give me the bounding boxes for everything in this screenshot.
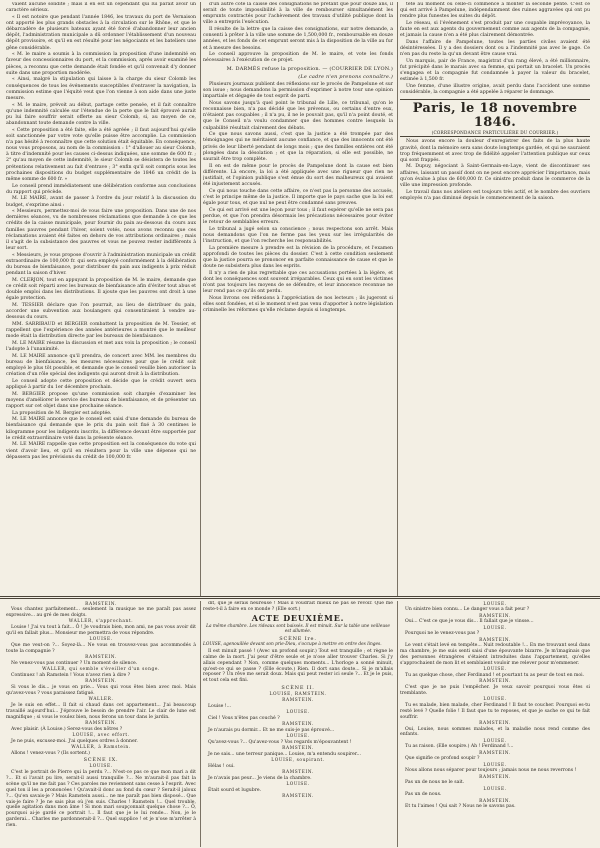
column-rule [200,601,201,847]
article-paragraph: La première mesure à prendre est la révision de la procédure, et l'examen approfondi de toutes les pièces du dossier. C'est à cette condition seulement que la justice pourra se prononcer en parfaite connaissance de cause et que le doute ne subsistera plus dans les esprits. [203,245,393,269]
speaker-name: RAMSTEIN. [479,774,511,780]
feuilleton-column-1 [6,601,196,847]
dialogue-line: Était sourd et lugubre. [208,787,262,793]
speaker-name: RAMSTEIN. [479,798,511,804]
article-paragraph: « M. le maire, prévoit au début, partage cette pensée, et il fait connaître qu'une indemnité calculée sur l'étendue de la perte que le fait éprouvé aurait pu lui faire souffrir serait offerte au sieur Colomb, si, au moyen de ce, abandonnant toute demande contre la ville. [6,102,196,126]
stage-setting: La même chambre. Les rideaux sont baissés. Il est minuit. Sur la table une veilleuse est allumée. [206,623,390,635]
article-paragraph: M. BERGIER propose qu'une commission soit chargée d'examiner les moyens d'améliorer le service des bureaux de bienfaisance, et de présenter un rapport sur cet objet dans une prochaine séance. [6,391,196,409]
article-paragraph: Nous savons jusqu'à quel point le tribunal de Lille, ce tribunal, qu'on le reconnaisse bien, n'a pas décidé que les prévenus, ou certains d'entre eux, n'étaient pas coupables ; il n'a pu, il ne le pouvait pas, qu'il n'a point douté, et que le Conseil n'a voulu condamner que des hommes contre lesquels la culpabilité résultait clairement des débats. [203,100,393,131]
column-rule [397,2,398,596]
scene-heading: SCÈNE II. [281,685,315,692]
scene-heading: SCÈNE Ire. [279,635,317,642]
article-paragraph: Le réseau, si l'événement s'est produit par une coupable imprévoyance, la faute en est aux agents du gouvernement comme aux agents de la compagnie, et jamais la cause n'en a été plus clairement démontrée. [400,20,590,39]
speaker-name: LOUISE. [89,637,113,643]
article-paragraph: Il résulte de la lettre que la caisse des consignations, sur notre demande, a consenti à prêter à la ville une somme de 1,500,000 fr., remboursable en douze années, et les fonds de cet emprunt seront mis à la disposition de la ville au fur et à mesure des besoins. [203,27,393,51]
dialogue-line: Il est minuit passé ! (Avec un profond soupir.) Tout est tranquille ; et règne le calme de la mort. J'ai peur d'être seule et je n'ose aller trouver Charles. Si j'y allais cependant ? Non, comme quelques moments... L'horloge a sonné minuit, qu'est-ce qui se passe ? (Elle écoute.) Rien. Il dort sans doute... Si je m'allais reposer ? Un rêve me serait doux. Mais qui peut rester ici seule ?... Et je le puis, et tout cela est fini. [203,648,393,684]
speaker-name: LOUISE. [286,710,310,716]
dialogue-line: Avec plaisir. (À Louise.) Serez-vous des nôtres ? [11,726,123,732]
speaker-name: RAMSTEIN. [282,722,314,728]
speaker-name: WALLER, s'approchant. [68,619,134,625]
article-paragraph: Il n'y a rien de plus regrettable que ces accusations portées à la légère, et dont les conséquences sont souvent irréparables. Ceux qui en sont les victimes n'ont pas toujours les moyens de se défendre, et leur innocence reconnue ne leur rend pas ce qu'ils ont perdu. [203,270,393,295]
speaker-name: WALLER, qui semble s'éveiller d'un songe. [42,667,160,673]
speaker-name: RAMSTEIN. [85,655,117,661]
dialogue-line: Un sinistre bien connu... Le danger vous a fait peur ? [405,607,530,613]
article-paragraph: « Ainsi, malgré la stipulation qui laisse à la charge du sieur Colomb les conséquences de tous les événements susceptibles d'entraver la navigation, la commission estime que l'équité veut que l'on vienne à son aide dans une juste mesure. [6,77,196,101]
speaker-name: LOUISE, RAMSTEIN. [269,692,327,698]
dialogue-line: Ne venez-vous pas continuer ? Un moment de silence. [11,660,138,666]
speaker-name: LOUISE. [483,762,507,768]
feuilleton-divider [0,598,600,599]
speaker-name: RAMSTEIN. [282,770,314,776]
article-paragraph: « Cette proposition a été faite, elle a été agréée ; il faut aujourd'hui qu'elle soit sanctionnée par votre vote qu'elle puisse être accomplie. La commission n'a pas hésité à reconnaître que cette solution était équitable. En conséquence, nous vous proposons, au nom de la commission : 1° d'allouer au sieur Colomb, à titre d'indemnité pour les causes ci-dessus indiquées, une somme de 600 fr. ; 2° qu'au moyen de cette indemnité, le sieur Colomb se désistera de toutes les prétentions relativement au fait d'entrave ; 3° enfin qu'il soit compris sous les prochaines dispositions du budget supplémentaire de 1846 un crédit de la même somme de 600 fr. » [6,127,196,182]
dialogue-line: Qu'avez-vous ?... Qu'avez-vous ? Vos regards m'épouvantent ! [208,739,352,745]
news-column-1 [6,2,196,596]
dialogue-line: Tu es malade, bien malade, cher Ferdinand ! Il faut te coucher. Pourquoi es-tu resté levé ? Quelle folie ! Il faut que tu te reposes, et que je sache ce qui te fait souffrir. [400,702,590,720]
article-paragraph: M. LE MAIRE, avant de passer à l'ordre du jour relatif à la discussion du budget, s'exprime ainsi : [6,196,196,208]
dialogue-line: Allons ! venez-vous ? (Ils sortent.) [11,750,90,756]
news-section [6,2,594,596]
article-paragraph: M. LE MAIRE annonce qu'il prendra, de concert avec MM. les membres du bureau de bienfaisance, les mesures nécessaires pour que le crédit soit employé le plus tôt possible, et demande que le conseil veuille bien autoriser la création d'un rôle spécial des indigents qui auront droit à la distribution. [6,353,196,378]
speaker-name: LOUISE. [286,782,310,788]
dialogue-line: Pas un de nous ne le sait. [405,780,465,786]
dialogue-line: C'est que je ne puis l'empêcher. Je veux savoir pourquoi vous êtes si tremblante. [400,684,590,696]
speaker-name: LOUISE, soupirant. [271,758,325,764]
dialogue-line: Nous allons nous séparer pour toujours ; jamais nous ne nous reverrons ! [405,768,577,774]
speaker-name: RAMSTEIN. [479,720,511,726]
speaker-name: LOUISE. [483,667,507,673]
speaker-name: RAMSTEIN. [85,679,117,685]
dialogue-line: Et tu l'aimes ! Qui sait ? Nous ne le savons pas. [405,804,516,810]
article-paragraph: Il en est de même pour le procès de Pampelune dont la cause est bien différente. Là encore, la loi a été appliquée avec une rigueur que rien ne justifiait, et l'opinion publique s'est émue du sort des malheureux qui avaient été injustement accusés. [203,163,393,187]
speaker-name: LOUISE. [483,625,507,631]
speaker-name: RAMSTEIN. [479,637,511,643]
dateline-subtitle: (CORRESPONDANCE PARTICULIÈRE DU COURRIER.) [431,130,559,136]
speaker-name: WALLER, à Ramstein. [71,744,131,750]
speaker-name: RAMSTEIN. [282,746,314,752]
article-note: (Le cadre n'en prenons connaître.) [298,73,393,80]
article-paragraph: M. LE MAIRE rappelle que cette proposition est la conséquence du vote qui vient d'avoir lieu, et qu'il en résultera pour la ville une dépense qui ne dépassera pas les prévisions du crédit de 100,000 fr. [6,442,196,460]
article-paragraph: Ce qui nous touche dans cette affaire, ce n'est pas la personne des accusés, c'est le principe même de la justice. Il importe que le pays sache que la loi est égale pour tous, et que nul ne peut être condamné sans preuves. [203,188,393,206]
dialogue-line: Je n'avais pas peur... Je viens de la chambre. [208,775,312,781]
article-paragraph: vaient aucune solidité ; mais il en est un cependant qui lui parait avoir un caractère sérieux. [6,2,196,14]
dialogue-line: Oui... C'est ce que je vous dis... Il fallait que je vinsse... [405,619,534,625]
dialogue-line: Hélas ! oui. [208,763,235,769]
article-paragraph: « Il est notoire que pendant l'année 1846, les travaux du port de Vernaison ont apporté les plus grands obstacles à la circulation sur le Rhône, et que le débarcadère de plusieurs bateaux ayant été forcé d'abandonner leur ancien dépôt, l'administration municipale a dû ordonner l'établissement d'un nouveau dépôt provisoire, et qu'il en est résulté pour les négociants et les bateliers une gêne considérable. [6,14,196,51]
dialogue-line: Je ne sais... une terreur panique... Louise, m'a entendu soupirer... [208,751,361,757]
dialogue-line: Oui, Louise, nous sommes malades, et la maladie nous rend comme des enfants. [400,726,590,738]
dialogue-line: Ciel ! Vous n'êtes pas couché ? [208,715,280,721]
speaker-name: LOUISE. [483,697,507,703]
speaker-name: LOUISE. [483,738,507,744]
article-paragraph: Dans l'affaire de Pampelune, toutes les parties civiles avaient été désintéressées. Il y a des dossiers dont ou a l'indemnité pas avec le gage. Ce n'en pas du reste la qu'un devant être cause vrai. [400,39,590,58]
article-paragraph: Nous livrons ces réflexions à l'appréciation de nos lecteurs ; ils jugeront si elles sont fondées, et si le moment n'est pas venu d'apporter à notre législation criminelle les réformes qu'elle réclame depuis si longtemps. [203,295,393,314]
article-paragraph: Le travail dans nos ateliers est toujours très actif, et le nombre des ouvriers employés n'a pas diminué depuis le commencement de la saison. [400,189,590,201]
article-paragraph: d'un autre côté la caisse des consignations ne prêtant que pour douze ans, il serait de toute impossibilité à la ville de rembourser simultanément les emprunts contractés pour l'achèvement des travaux d'utilité publique dont la ville a entrepris l'exécution. [203,2,393,26]
article-paragraph: La proposition de M. Bergier est adoptée. [12,410,112,416]
feuilleton-section [6,601,594,848]
speaker-name: LOUISE. [483,601,507,607]
speaker-name: LOUISE. [483,786,507,792]
speaker-name: RAMSTEIN. [85,720,117,726]
dialogue-line: Tu as raison. (Elle soupire.) Ah ! Ferdinand !... [405,744,514,750]
dialogue-line: Que me veut-on ?... Soyez-là... Ne vous en trouvez-vous pas accommodés à toute la compagnie ? [6,642,196,654]
article-paragraph: Le tribunal a jugé selon sa conscience ; nous respectons son arrêt. Mais nous demandons que l'on ne ferme pas les yeux sur les irrégularités de l'instruction, et que l'on recherche les responsabilités. [203,226,393,244]
article-paragraph: Plusieurs journaux publient des réflexions sur le procès de Pampelune et sur son issue ; nous demandons la permission d'exprimer à notre tour une opinion impartiale et dégagée de tout esprit de parti. [203,81,393,100]
act-heading: ACTE DEUXIÈME. [251,612,345,623]
column-rule [200,2,201,596]
news-column-2 [203,2,393,596]
speaker-name: LOUISE. [286,734,310,740]
dialogue-line: Que signifie ce profond soupir ? [405,756,480,762]
article-paragraph: Le conseil prend immédiatement une délibération conforme aux conclusions du rapport qui précède. [6,183,196,195]
article-paragraph: Nous avons encore la douleur d'enregistrer des faits de la plus haute gravité, dont la mémoire sera sans doute longtemps gardée, et qui ne sauraient trop fréquemment et avec trop de fidélité appeler l'attention publique sur ceux qui sont frappés. [400,139,590,163]
speaker-name: WALLER. [88,697,114,703]
dialogue-line: Vous chantez parfaitement... seulement la musique ne me paraît pas assez expressive... au gré de mes doigts. [6,607,196,618]
article-paragraph: MM. SARRIBAUD et BERGIER combattent la proposition de M. Tessier, et rappellent que l'expérience des années antérieures a montré que le meilleur mode était la distribution directe par les bureaux de bienfaisance. [6,321,196,340]
news-column-3 [400,2,590,596]
stage-direction: LOUISE, agenouillée devant son prie-Dieu, s'occupe à mettre en ordre des linges. [203,642,382,648]
speaker-name: LOUISE. [89,764,113,770]
article-paragraph: « Messieurs, permettez-moi de vous faire une proposition. Dans une de nos dernières séances, vu de nombreuses réclamations que demande à ce que les crédits de la caisse municipale, pour fournir du pain au-dessous du cours aux familles pauvres pendant l'hiver, soient votés, nous avons reconnu que ces réclamations avaient été faites en dehors de vos attributions ordinaires ; mais il s'agit de la subsistance des pauvres et vous ne pouvez rester indifférents à leur sort. [6,209,196,252]
speaker-name: RAMSTEIN. [85,601,117,607]
speaker-name: RAMSTEIN. [479,613,511,619]
article-paragraph: Le conseil adopte cette proposition et décide que le crédit ouvert sera appliqué à partir du 1er décembre prochain. [6,378,196,391]
dialogue-line: Continuez ! ah Ramstein ! Vous n'avez rien à dire ? [11,672,131,678]
article-paragraph: M. LE MAIRE résume la discussion et met aux voix la proposition ; le conseil l'adopte à l'unanimité. [6,340,196,353]
article-paragraph: Le conseil approuve la proposition de M. le maire, et vote les fonds nécessaires à l'exécution de ce projet. [203,52,393,64]
article-paragraph: M. TESSIER déclare que l'on pourrait, au lieu de distribuer du pain, accorder une subvention aux boulangers qui consentiraient à vendre au-dessous du cours. [6,303,196,321]
dialogue-line: C'est le portrait de Pierre qui la perdu ?... N'est-ce pas ce que mon mari a dit ?... Et si l'avait pu lire, serait-il aussi tranquille ?... Ne m'aurait-il pas fait la scène qu'il ne me fait pas ? Ces paroles me reviennent sans cesse à l'esprit. Avec quel ton il les a prononcées ! Qu'avait-il donc au fond du cœur ? Serait-il jaloux ?... Qu'en savais-je ? Mais Ramstein aussi... ne me paraît pas bien disposé... Que vais-je faire ? Je ne sais plus où j'en suis. Charles ! Ramstein !... Quel trouble, quelle agitation dans mon âme ! Si mon mari soupçonnait quelque chose ?... Ô, pourquoi ai-je gardé ce portrait !... Il faut que je le lui rende... Non, je le garderai... Charles me pardonnerait-il ?... Quel supplice ! et je n'ose m'arrêter à rien. [6,770,196,829]
article-paragraph: M. LE MAIRE annonce que le conseil est saisi d'une demande du bureau de bienfaisance qui demande que le prix du pain soit fixé à 30 centimes le kilogramme pour les indigents inscrits, la différence devant être supportée par le crédit extraordinaire voté dans la présente séance. [6,417,196,441]
dialogue-line: Le vent s'était levé en tempête... Nuit redoutable !... En me trouvant seul dans ma chambre, je me suis senti saisi d'une épouvante bizarre. Je m'imaginais que des personnes étrangères s'étaient introduites dans l'appartement, qu'elles s'approchaient de mon lit et semblaient vouloir me relever pour m'emmener. [400,643,590,666]
feuilleton-column-3 [400,601,590,847]
dialogue-line: dit, que je serais heureuse ! Mais il voudrait mieux ne pas se revoir. Que me reste-t-il à faire en ce monde ? (Elle sort.) [203,601,393,612]
dialogue-line: Tu as quelque chose, cher Ferdinand ! et pourtant tu as peur de tout en moi. [405,672,585,678]
article-paragraph: M. CLERJON, tout en appuyant la proposition de M. le maire, demande que ce crédit soit réparti avec les bureaux de bienfaisance afin d'éviter tout abus et double emploi dans les distributions. Il ajoute que les pauvres ont droit à une égale protection. [6,277,196,302]
dialogue-line: Louise ! J'ai vu tout à fait... Ô ! Je voudrais bien, mon ami, ne pas vous avoir dit qu'il en fallait plus... Monsieur me permettra de vous répondre. [6,625,196,636]
article-signature: M. DARMÈS refuse la proposition. — (COURRIER DE LYON.) [226,65,393,72]
article-paragraph: « Messieurs, je vous propose d'ouvrir à l'administration municipale un crédit extraordinaire de 100,000 fr. qui sera employé conformément à la délibération du bureau de bienfaisance, pour distribuer du pain aux indigents à prix réduit pendant la saison d'hiver. [6,252,196,277]
speaker-name: RAMSTEIN. [479,750,511,756]
article-paragraph: Une femme, d'une illustre origine, avait perdu dans l'accident une somme considérable, la compagnie a été appelée à réparer le dommage. [400,84,590,96]
dialogue-line: Je ne puis, excusez-moi. J'ai quelques ordres à donner. [11,738,138,744]
speaker-name: RAMSTEIN. [479,679,511,685]
dialogue-line: Je n'aurais pu dormir... Et ne me suis-je pas éprouvé... [208,727,335,733]
dialogue-line: Si vous le dis... je vous en prie... Vous qui vous êtes bien avec moi. Mais qu'avez-vous ? vous paraissez fatigué. [6,684,196,696]
article-paragraph: Ce qui est arrivé est une leçon pour tous ; il faut espérer qu'elle ne sera pas perdue, et que l'on prendra désormais les précautions nécessaires pour éviter le retour de semblables erreurs. [203,207,393,225]
dateline-title: Paris, le 18 novembre 1846. [412,101,578,131]
article-paragraph: « M. le maire a soumis à la commission la proposition d'une indemnité en faveur des concessionnaires du port, et la commission, après avoir examiné les pièces, a reconnu que cette demande était fondée et qu'il convenait d'y donner suite dans une proportion modérée. [6,52,196,76]
article-paragraph: tête au moment où celle-ci commence à monter la seconde pente. C'est ce qui est arrivé à Pampelune, indépendamment des ruines aggravées qui ont pu rendre plus funestes les suites du dépôt. [400,2,590,20]
speaker-name: RAMSTEIN. [282,698,314,704]
speaker-name: RAMSTEIN. [282,794,314,800]
dialogue-line: Je le suis en effet... Il fait si chaud dans cet appartement... J'ai beaucoup travaillé aujourd'hui... J'éprouve le besoin de prendre l'air. Le clair de lune est magnifique ; si vous le voulez bien, nous ferons un tour dans le jardin. [6,702,196,720]
article-paragraph: Un marquis, pair de France, magistrat d'un rang élevé, a été millionnaire, fut précipité dans le marais avec sa femme, qui portait un bracelet. Un procès s'engagea et la compagnie fut condamnée à payer la valeur du bracelet, estimée à 1,500 fr. [400,58,590,83]
article-paragraph: Ce que nous savons aussi, c'est que la justice a été trompée par des témoignages qui ne méritaient aucune confiance, et que des innocents ont été privés de leur liberté pendant de longs mois ; que des familles entières ont été plongées dans la désolation ; et que la réparation, si elle est possible, ne saurait être trop complète. [203,132,393,162]
dialogue-line: Pas un de nous. [405,792,442,798]
paris-dateline [400,99,590,137]
scene-heading: SCÈNE IX. [83,757,119,764]
feuilleton-column-2 [203,601,393,847]
feuilleton-divider [0,596,600,597]
dialogue-line: Pourquoi ne le venez-vous pas ? [405,631,480,637]
column-rule [397,601,398,847]
article-paragraph: M. Dupuy, négociant à Saint-Germain-en-Laye, vient de discontinuer ses affaires, laissant un passif dont on ne peut encore apprécier l'importance, mais qu'on évalue à plus de 600,000 fr. Ce sinistre produit dans le commerce de la ville une impression profonde. [400,164,590,188]
dialogue-line: Louise !... [208,703,232,709]
speaker-name: LOUISE, avec effort. [72,732,130,738]
